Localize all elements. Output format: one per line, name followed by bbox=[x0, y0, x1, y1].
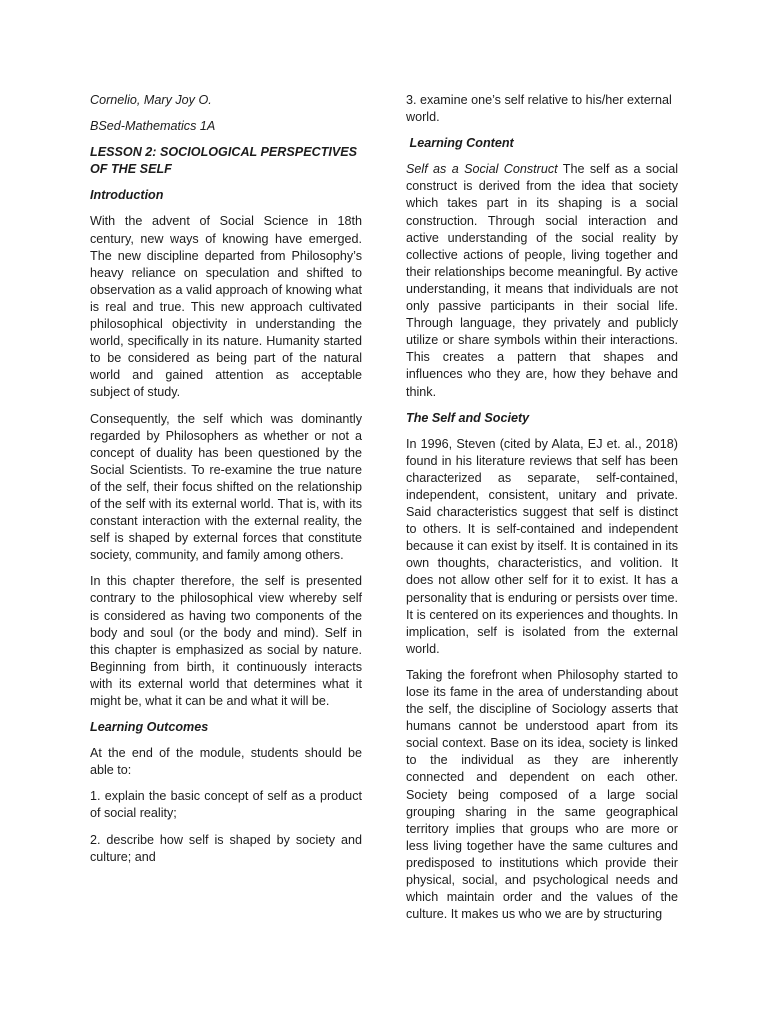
course-line: BSed-Mathematics 1A bbox=[90, 119, 216, 134]
social-construct-paragraph bbox=[406, 161, 678, 400]
right-column bbox=[406, 92, 678, 932]
intro-paragraph-3: In this chapter therefore, the self is presented contrary to the philosophical view whereby self is considered as having two components of the body and soul (or the body and mind). Self in this chapter is emphasized as social by nature. Beginning from birth, it continuously interacts with its external world that determines what it might be, what it can be and what it will be. bbox=[90, 574, 362, 708]
author-name: Cornelio, Mary Joy O. bbox=[90, 93, 212, 107]
social-construct-term: Self as a Social Construct bbox=[406, 162, 558, 177]
outcome-item-1: 1. explain the basic concept of self as a product of social reality; bbox=[90, 789, 362, 821]
intro-paragraph-1: With the advent of Social Science in 18th century, new ways of knowing have emerged. The new discipline departed from Philosophy’s heavy reliance on speculation and shifted to observation as a valid approach of knowing what is real and true. This new approach cultivated philosophical objectivity in understanding the world, specifically in its nature. Humanity started to be considered as being part of the natural world and gained attention as acceptable subject of study. bbox=[90, 214, 362, 400]
self-society-paragraph-1: In 1996, Steven (cited by Alata, EJ et. al., 2018) found in his literature reviews that self has been characterized as separate, self-contained, independent, consistent, unitary and private. Said characteristics suggest that self is distinct to others. It is self-contained and independent because it can exist by itself. It is contained in its own thoughts, characteristics, and volition. It does not allow other self for it to exist. It has a personality that is enduring or persists over time. It is centered on its experiences and thoughts. In implication, self is isolated from the external world. bbox=[406, 436, 678, 656]
intro-paragraph-2: Consequently, the self which was dominantly regarded by Philosophers as whether or not a concept of duality has been questioned by the Social Scientists. To re-examine the true nature of the self, their focus shifted on the relationship of the self with its external world. That is, with its constant interaction with the external reality, the self is shaped by external forces that constitute society, community, and family among others. bbox=[90, 411, 362, 563]
outcome-item-3: 3. examine one’s self relative to his/her external world. bbox=[406, 93, 672, 125]
learning-outcomes-heading: Learning Outcomes bbox=[90, 720, 209, 735]
learning-content-heading: Learning Content bbox=[406, 136, 514, 151]
self-society-paragraph-2: Taking the forefront when Philosophy started to lose its fame in the area of understanding about the self, the discipline of Sociology asserts that humans cannot be understood apart from its social context. Base on its idea, society is linked to the individual as they are inherently connected and dependent on each other. Society being composed of a large social grouping sharing in the same geographical territory implies that groups who are more or less living together have the same cultures and predisposed to institutions which provide their physical, social, and psychological needs and which maintain order and the values of the culture. It makes us who we are by structuring bbox=[406, 667, 678, 922]
self-and-society-heading: The Self and Society bbox=[406, 410, 530, 425]
outcomes-intro: At the end of the module, students should be able to: bbox=[90, 746, 362, 778]
left-column bbox=[90, 92, 362, 875]
introduction-heading: Introduction bbox=[90, 188, 164, 203]
social-construct-text: The self as a social construct is derived from the idea that society which takes part in its shaping is a social construction. Through social interaction and active understanding of the social reality by collective actions of people, living together and their relationships become meaningful. By active understanding, it means that individuals are not only passive participants in their social life. Through language, they privately and publicly utilize or share symbols within their interactions. This creates a pattern that shapes and influences who they are, how they behave and think. bbox=[406, 162, 678, 399]
lesson-title: LESSON 2: SOCIOLOGICAL PERSPECTIVES OF THE SELF bbox=[90, 145, 358, 177]
outcome-item-2: 2. describe how self is shaped by society and culture; and bbox=[90, 832, 362, 864]
